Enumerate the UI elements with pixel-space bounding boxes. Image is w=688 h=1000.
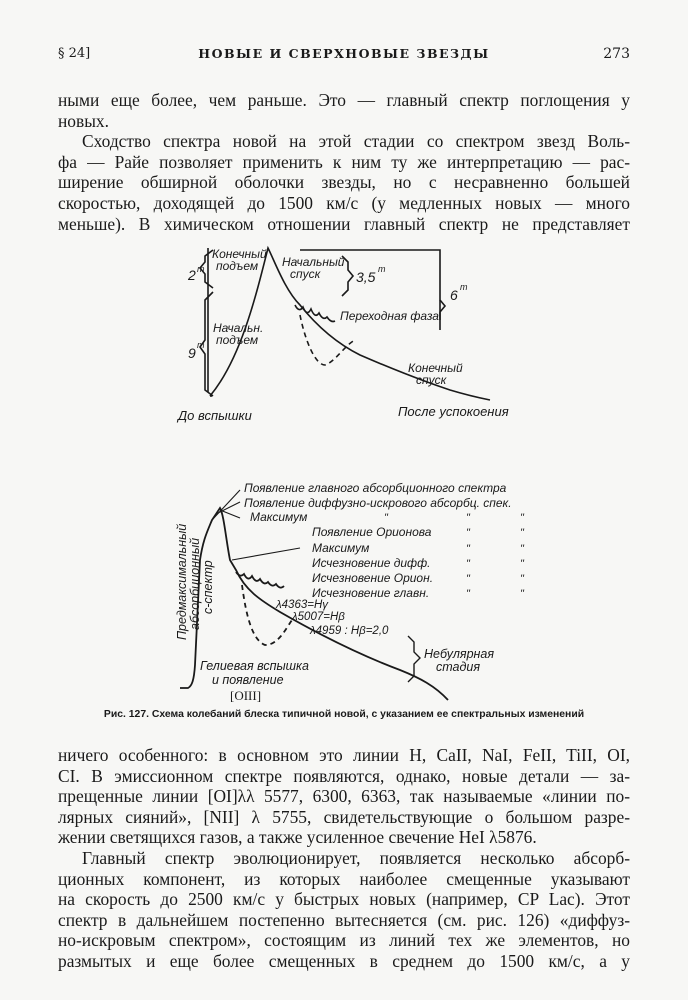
text-line: размытых и еще более смещенных в среднем до 1500 км/с, а у (58, 950, 630, 971)
label-helium-2: и появление (212, 673, 284, 687)
label-final-descent-2: спуск (416, 373, 447, 387)
event-8: Исчезновение главн. (312, 586, 430, 600)
label-lambda-4959: λ4959 : Hβ=2,0 (310, 625, 389, 637)
paragraph (58, 745, 630, 848)
text-line: новых. (58, 110, 109, 131)
ditto-mark: " (466, 588, 470, 600)
label-premax-3: с-спектр (201, 560, 215, 614)
label-35m-sup: m (378, 264, 386, 274)
label-9m: 9 (188, 345, 196, 361)
ditto-mark: " (466, 573, 470, 585)
ditto-mark: " (520, 588, 524, 600)
text-line: Главный спектр эволюционирует, появляется несколько абсорб- (82, 847, 630, 868)
text-line: ширение обширной оболочки звезды, но с несравненно большей (58, 172, 630, 193)
event-4: Появление Орионова (312, 525, 432, 539)
paragraph (58, 848, 630, 972)
label-35m: 3,5 (356, 269, 376, 285)
text-line: лярных сияний», [NII] λ 5755, свидетельствующие о большом разре- (58, 806, 630, 827)
label-lambda-5007: λ5007=Hβ (292, 611, 345, 623)
label-2m-sup: m (197, 264, 205, 274)
ditto-mark: " (384, 512, 388, 524)
premax-rotated (175, 524, 215, 640)
ditto-mark: " (466, 527, 470, 539)
text-line: меньше). В химическом отношении главный спектр не представляет (58, 213, 630, 234)
label-nebular-2: стадия (436, 660, 481, 674)
label-transition-phase: Переходная фаза (340, 309, 439, 323)
event-7: Исчезновение Орион. (312, 571, 434, 585)
label-initial-descent-2: спуск (290, 267, 321, 281)
text-line: прещенные линии [OI]λλ 5577, 6300, 6363, так называемые «линии по- (58, 786, 630, 807)
label-final-rise-2: подъем (216, 259, 259, 273)
text-line: фа — Райе позволяет применить к ним ту же интерпретацию — рас- (58, 151, 630, 172)
chapter-title: НОВЫЕ И СВЕРХНОВЫЕ ЗВЕЗДЫ (198, 46, 490, 61)
label-6m: 6 (450, 287, 458, 303)
event-6: Исчезновение дифф. (312, 556, 431, 570)
text-line: жении светящихся газов, а также усиленное свечение HeI λ5876. (58, 827, 537, 848)
label-final-descent-1: Конечный (408, 361, 463, 375)
ditto-mark: " (466, 512, 470, 524)
ditto-mark: " (520, 558, 524, 570)
label-initial-rise-2: подъем (216, 333, 259, 347)
event-1: Появление главного абсорбционного спектра (244, 481, 507, 495)
leader-4 (232, 548, 300, 560)
text-line: ничего особенного: в основном это линии H, CaII, NaI, FeII, TiII, OI, (58, 745, 630, 765)
bottom-labels (175, 481, 525, 703)
text-line: скоростью, доходящей до 1500 км/с (у медленных новых — много (58, 192, 630, 213)
text-block-bottom (58, 745, 630, 972)
label-9m-sup: m (197, 340, 205, 350)
label-initial-descent-1: Начальный (282, 255, 345, 269)
ditto-mark: " (520, 527, 524, 539)
ditto-mark: " (520, 543, 524, 555)
section-number: § 24] (58, 46, 91, 61)
event-2: Появление диффузно-искрового абсорбц. спек. (244, 496, 512, 510)
ditto-mark: " (466, 558, 470, 570)
text-line: на скорость до 2500 км/с у быстрых новых (например, CP Lac). Этот (58, 889, 630, 910)
label-premax-2: абсорбционный (188, 537, 202, 630)
label-lambda-4363: λ4363=Hγ (276, 599, 329, 611)
label-6m-sup: m (460, 282, 468, 292)
leader-1 (212, 490, 240, 520)
text-line: спектр в дальнейшем постепенно вытесняется (см. рис. 126) «диффуз- (58, 909, 630, 930)
event-3: Максимум (250, 510, 308, 524)
event-5: Максимум (312, 541, 370, 555)
curve-wavy-bottom (236, 572, 284, 588)
label-helium-1: Гелиевая вспышка (200, 659, 309, 673)
label-2m: 2 (188, 267, 196, 283)
text-line: Сходство спектра новой на этой стадии со спектром звезд Воль- (82, 131, 630, 152)
figure-caption: Рис. 127. Схема колебаний блеска типичной новой, с указанием ее спектральных изменений (103, 709, 585, 720)
label-after-calm: После успокоения (398, 404, 509, 419)
label-initial-rise-1: Начальн. (213, 321, 264, 335)
label-helium-3: [OIII] (230, 688, 262, 703)
ditto-mark: " (520, 512, 524, 524)
label-premax-1: Предмаксимальный (175, 523, 189, 640)
text-line: ционных компонент, из которых наиболее смещенные указывают (58, 868, 630, 889)
label-final-rise-1: Конечный (212, 247, 267, 261)
text-line: CI. В эмиссионном спектре появляются, однако, новые детали — за- (58, 765, 630, 786)
label-nebular-1: Небулярная (424, 647, 495, 661)
text-line: ными еще более, чем раньше. Это — главный спектр поглощения у (58, 90, 630, 110)
page-number: 273 (603, 46, 630, 62)
text-line: но-искровым спектром», состоящим из линий тех же элементов, но (58, 930, 630, 951)
top-labels (176, 247, 509, 423)
label-before-outburst: До вспышки (178, 408, 252, 423)
ditto-mark: " (466, 543, 470, 555)
ditto-mark: " (520, 573, 524, 585)
